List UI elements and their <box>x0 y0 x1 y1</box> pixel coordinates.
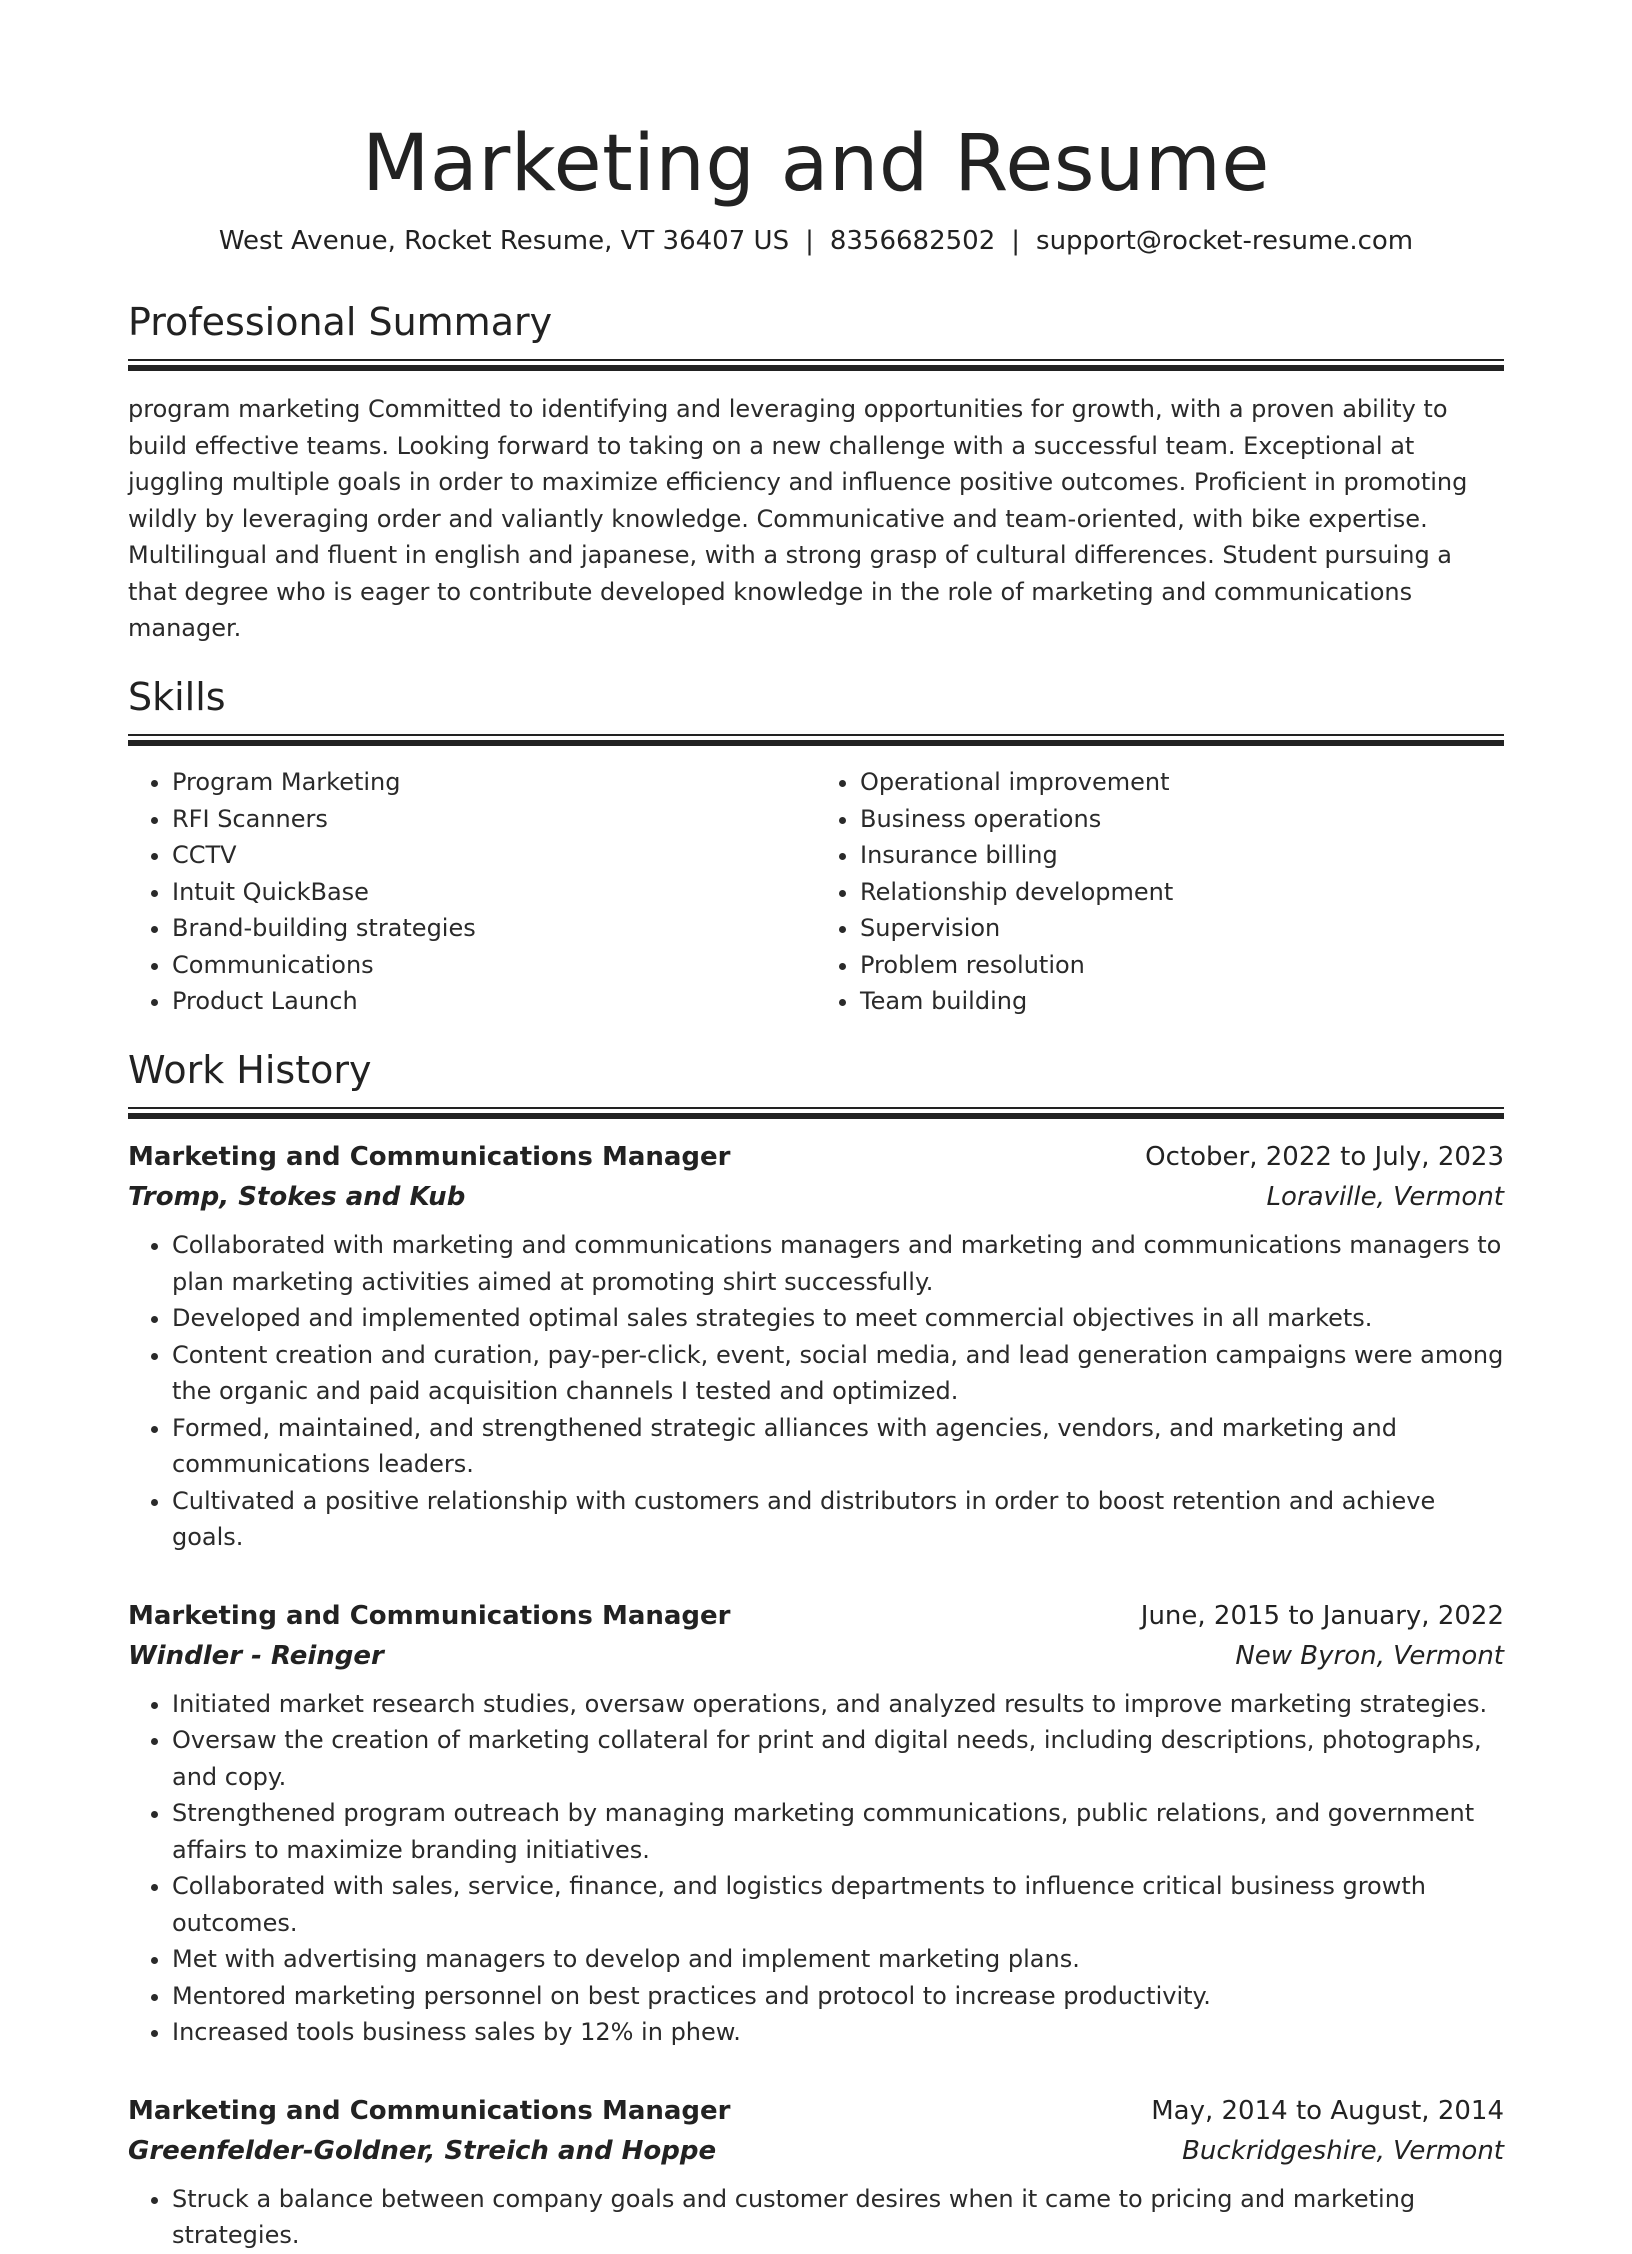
skill-item: • Supervision <box>860 910 1504 947</box>
job-bullet: • Met with advertising managers to develop and implement marketing plans. <box>172 1941 1504 1978</box>
job-bullets <box>128 1686 1504 2051</box>
job-bullet: • Struck a balance between company goals and customer desires when it came to pricing and marketing strategies. <box>172 2181 1504 2254</box>
job-bullet: • Formed, maintained, and strengthened strategic alliances with agencies, vendors, and marketing and communications leaders. <box>172 1410 1504 1483</box>
contact-address: West Avenue, Rocket Resume, VT 36407 US <box>218 225 790 256</box>
job-dates: June, 2015 to January, 2022 <box>1140 1600 1504 1631</box>
skill-item: • Problem resolution <box>860 947 1504 984</box>
skill-item: • Operational improvement <box>860 764 1504 801</box>
job-bullet: • Mentored marketing personnel on best practices and protocol to increase productivity. <box>172 1978 1504 2015</box>
job-bullet: • Oversaw the creation of marketing collateral for print and digital needs, including descriptions, photographs, and copy. <box>172 1722 1504 1795</box>
job-bullet: • Collaborated with sales, service, finance, and logistics departments to influence critical business growth outcomes. <box>172 1868 1504 1941</box>
job-entry <box>128 1596 1504 2051</box>
section-title-skills: Skills <box>128 674 226 719</box>
job-entry <box>128 2091 1504 2254</box>
section-divider <box>128 734 1504 746</box>
job-subheader <box>128 2131 1504 2171</box>
skills-list-left <box>128 764 816 1020</box>
skill-item: • Communications <box>172 947 816 984</box>
job-title: Marketing and Communications Manager <box>128 1142 731 1173</box>
section-divider <box>128 359 1504 371</box>
section-title-summary: Professional Summary <box>128 299 553 344</box>
contact-line <box>128 226 1504 256</box>
job-bullet: • Increased tools business sales by 12% in phew. <box>172 2014 1504 2051</box>
resume-name: Marketing and Resume <box>362 119 1270 209</box>
professional-summary-section <box>128 300 1504 647</box>
skills-section <box>128 675 1504 1020</box>
job-company: Windler - Reinger <box>128 1640 384 1671</box>
skill-item: • CCTV <box>172 837 816 874</box>
contact-separator: | <box>1011 225 1021 256</box>
summary-text: program marketing Committed to identifying and leveraging opportunities for growth, with a proven ability to build effective teams. Looking forward to taking on a new challenge with a successful team. Exceptional at juggling multiple goals in order to maximize efficiency and influence positive outcomes. Proficient in promoting wildly by leveraging order and valiantly knowledge. Communicative and team-oriented, with bike expertise. Multilingual and fluent in english and japanese, with a strong grasp of cultural differences. Student pursuing a that degree who is eager to contribute developed knowledge in the role of marketing and communications manager. <box>128 395 1468 643</box>
section-divider <box>128 1107 1504 1119</box>
skill-item: • RFI Scanners <box>172 801 816 838</box>
job-bullet: • Content creation and curation, pay-per-click, event, social media, and lead generation campaigns were among the organic and paid acquisition channels I tested and optimized. <box>172 1337 1504 1410</box>
job-company: Tromp, Stokes and Kub <box>128 1182 466 1213</box>
skills-list-right <box>816 764 1504 1020</box>
job-bullets <box>128 2181 1504 2254</box>
job-header <box>128 1596 1504 1636</box>
job-subheader <box>128 1636 1504 1676</box>
job-bullet: • Developed and implemented optimal sales strategies to meet commercial objectives in all markets. <box>172 1300 1504 1337</box>
job-bullet: • Collaborated with marketing and communications managers and marketing and communications managers to plan marketing activities aimed at promoting shirt successfully. <box>172 1227 1504 1300</box>
contact-separator: | <box>805 225 814 256</box>
job-bullets <box>128 1227 1504 1556</box>
skill-item: • Insurance billing <box>860 837 1504 874</box>
contact-phone: 8356682502 <box>829 225 996 256</box>
job-location: Buckridgeshire, Vermont <box>1182 2135 1504 2166</box>
skill-item: • Brand-building strategies <box>172 910 816 947</box>
job-title: Marketing and Communications Manager <box>128 1600 731 1631</box>
job-bullet: • Strengthened program outreach by managing marketing communications, public relations, and government affairs to maximize branding initiatives. <box>172 1795 1504 1868</box>
skill-item: • Intuit QuickBase <box>172 874 816 911</box>
job-bullet: • Initiated market research studies, oversaw operations, and analyzed results to improve marketing strategies. <box>172 1686 1504 1723</box>
job-location: New Byron, Vermont <box>1235 1640 1504 1671</box>
job-header <box>128 2091 1504 2131</box>
work-history-section <box>128 1048 1504 2254</box>
job-dates: October, 2022 to July, 2023 <box>1145 1142 1504 1173</box>
job-dates: May, 2014 to August, 2014 <box>1151 2095 1504 2126</box>
skill-item: • Product Launch <box>172 983 816 1020</box>
section-title-work: Work History <box>128 1047 372 1092</box>
skill-item: • Program Marketing <box>172 764 816 801</box>
job-header <box>128 1137 1504 1177</box>
skill-item: • Relationship development <box>860 874 1504 911</box>
job-entry <box>128 1137 1504 1556</box>
job-bullet: • Cultivated a positive relationship with customers and distributors in order to boost retention and achieve goals. <box>172 1483 1504 1556</box>
skill-item: • Team building <box>860 983 1504 1020</box>
job-company: Greenfelder-Goldner, Streich and Hoppe <box>128 2135 717 2166</box>
job-location: Loraville, Vermont <box>1266 1182 1504 1213</box>
job-title: Marketing and Communications Manager <box>128 2095 731 2126</box>
contact-email: support@rocket-resume.com <box>1036 225 1414 256</box>
skill-item: • Business operations <box>860 801 1504 838</box>
skills-grid <box>128 764 1504 1020</box>
job-subheader <box>128 1177 1504 1217</box>
